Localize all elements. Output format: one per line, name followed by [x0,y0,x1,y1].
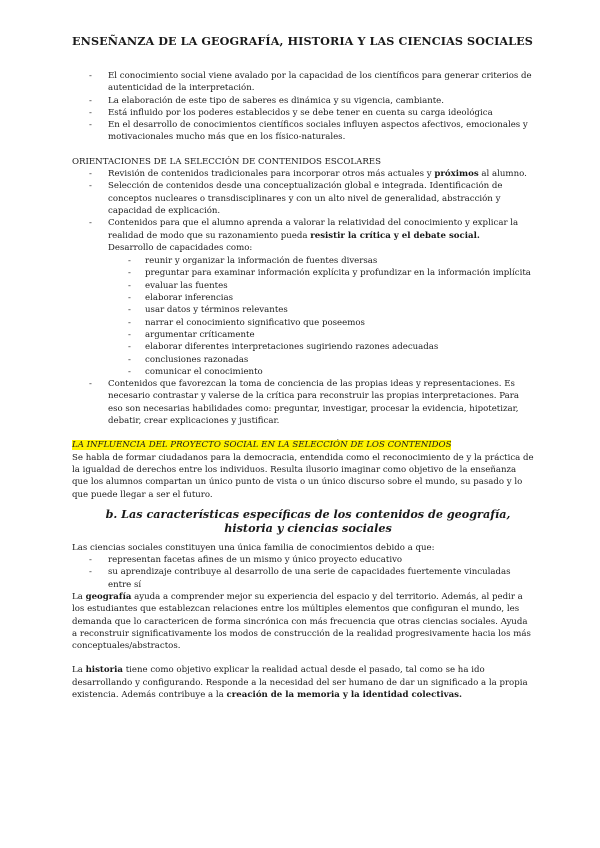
list-item: - Está influido por los poderes establecidos y se debe tener en cuenta su carga ideológica [72,107,534,119]
para-bold: creación de la memoria y la identidad colectivas. [226,690,462,701]
list-item [72,217,534,378]
list-item: - representan facetas afines de un mismo y único proyecto educativo [72,554,534,566]
para-text: La [72,665,86,676]
sub-list-item: - evaluar las fuentes [72,280,534,292]
sub-list-item: - reunir y organizar la información de fuentes diversas [72,255,534,267]
para-text: ayuda a comprender mejor su experiencia del espacio y del territorio. Además, al pedir a los estudiantes que establezcan relaciones entre los múltiples elementos que configuran el mundo, les demanda que lo caractericen de forma sincrónica con más frecuencia que otras ciencias sociales. Ayuda a reconstruir significativamente los modos de construcción de la realidad progresivamente hacia los más conceptuales/abstractos. [72,591,531,652]
sub-list-item: - conclusiones razonadas [72,354,534,366]
item-bold: resistir la crítica y el debate social. [310,230,480,241]
item-text: Revisión de contenidos tradicionales para incorporar otros más actuales y [108,169,435,180]
capacidades-list [108,255,534,378]
list-item: - Selección de contenidos desde una conceptualización global e integrada. Identificación de conceptos nucleares o transdisciplinares y con un alto nivel de generalidad, abstracción y capacidad de explicación. [72,180,534,217]
sub-list-item: - preguntar para examinar información explícita y profundizar en la información implícita [72,267,534,279]
para-bold: historia [85,665,123,676]
intro-list [72,70,534,144]
section-b-list [72,554,534,591]
sub-list-item: - elaborar inferencias [72,292,534,304]
sub-list-item: - usar datos y términos relevantes [72,304,534,316]
section-b-intro: Las ciencias sociales constituyen una única familia de conocimientos debido a que: [72,542,435,553]
sub-list-item: - elaborar diferentes interpretaciones sugiriendo razones adecuadas [72,341,534,353]
list-item: - En el desarrollo de conocimientos científicos sociales influyen aspectos afectivos, emocionales y motivacionales mucho más que en los físico-naturales. [72,119,534,144]
sub-list-item: - narrar el conocimiento significativo que poseemos [72,317,534,329]
item-text: al alumno. [478,169,527,180]
para-text: tiene como objetivo explicar la realidad actual desde el pasado, tal como se ha ido desarrollando y configurando. Responde a la necesidad del ser humano de dar un significado a la propia existencia. Además contribuye a la [72,665,528,701]
item-text: Contenidos para que el alumno aprenda a valorar la relatividad del conocimiento y explicar la realidad de modo que su razonamiento pueda [108,218,519,241]
list-item: - su aprendizaje contribuye al desarrollo de una serie de capacidades fuertemente vinculadas entre sí [72,566,534,591]
geografia-paragraph [72,591,534,652]
orientaciones-heading: ORIENTACIONES DE LA SELECCIÓN DE CONTENIDOS ESCOLARES [72,156,381,167]
para-text: La [72,591,86,602]
list-item [72,168,534,180]
highlighted-heading: LA INFLUENCIA DEL PROYECTO SOCIAL EN LA SELECCIÓN DE LOS CONTENIDOS [72,440,452,451]
orientaciones-list [72,168,534,427]
page-title: ENSEÑANZA DE LA GEOGRAFÍA, HISTORIA Y LAS CIENCIAS SOCIALES [72,34,533,48]
influencia-paragraph: Se habla de formar ciudadanos para la democracia, entendida como el reconocimiento de y la práctica de la igualdad de derechos entre los individuos. Resulta ilusorio imaginar como objetivo de la enseñanza que los alumnos compartan un único punto de vista o un único discurso sobre el mundo, su pasado y lo que puede llegar a ser el futuro. [72,452,534,500]
sub-list-item: - comunicar el conocimiento [72,366,534,378]
item-text: Desarrollo de capacidades como: [108,242,253,253]
item-bold: próximos [434,169,479,180]
list-item: - La elaboración de este tipo de saberes es dinámica y su vigencia, cambiante. [72,95,534,107]
sub-list-item: - argumentar críticamente [72,329,534,341]
document-body [72,70,534,701]
historia-paragraph [72,664,534,701]
list-item: - El conocimiento social viene avalado por la capacidad de los científicos para generar criterios de autenticidad de la interpretación. [72,70,534,95]
section-b-heading: b. Las características específicas de los contenidos de geografía, historia y ciencias sociales [105,506,511,536]
list-item: - Contenidos que favorezcan la toma de conciencia de las propias ideas y representaciones. Es necesario contrastar y valerse de la crítica para reconstruir las propias interpretaciones. Para eso son necesarias habilidades como: preguntar, investigar, procesar la evidencia, hipotetizar, debatir, crear explicaciones y justificar. [72,378,534,427]
influencia-heading [72,439,534,451]
para-bold: geografía [85,591,132,602]
